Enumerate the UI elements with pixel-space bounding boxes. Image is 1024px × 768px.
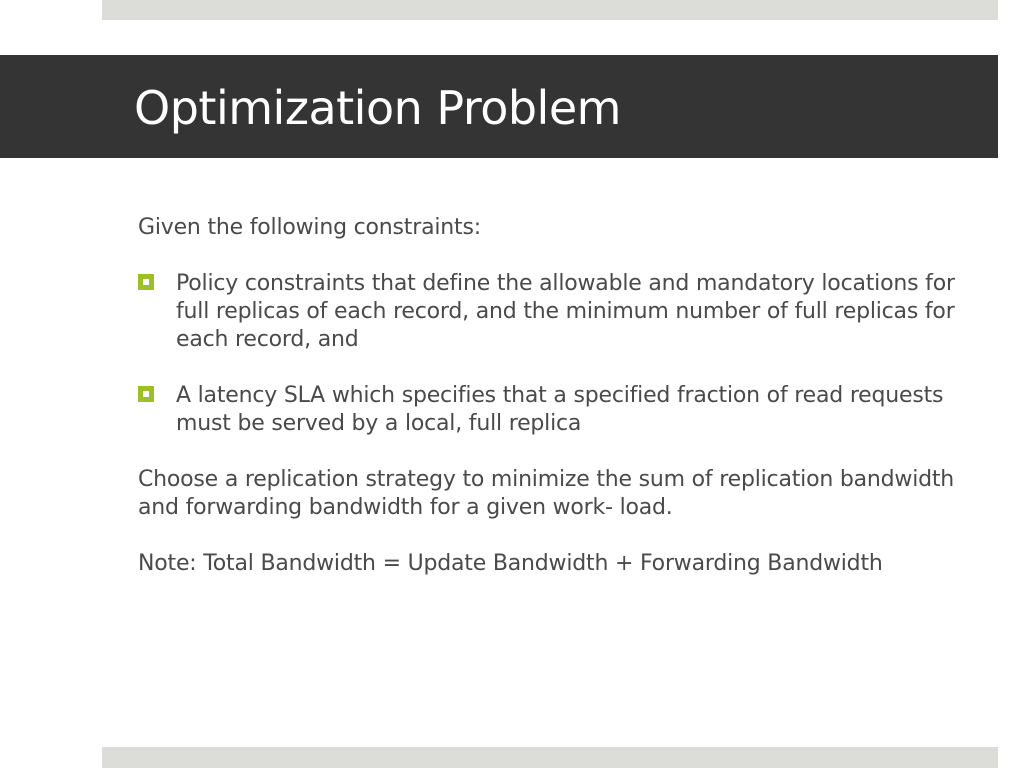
list-item: [138, 270, 958, 354]
square-bullet-icon: [138, 274, 154, 290]
list-item: [138, 382, 958, 438]
intro-text: Given the following constraints:: [138, 215, 481, 240]
note-text: Note: Total Bandwidth = Update Bandwidth + Forwarding Bandwidth: [138, 551, 883, 576]
slide-title: Optimization Problem: [134, 81, 621, 135]
bullet-text: Policy constraints that define the allowable and mandatory locations for full replicas of each record, and the minimum number of full replicas for each record, and: [176, 271, 955, 352]
square-bullet-icon: [138, 386, 154, 402]
bottom-decorative-band: [102, 747, 998, 768]
top-decorative-band: [102, 0, 998, 20]
slide-body: [138, 214, 958, 606]
objective-text: Choose a replication strategy to minimize the sum of replication bandwidth and forwarding bandwidth for a given work- load.: [138, 467, 955, 520]
constraint-list: [138, 270, 958, 438]
bullet-text: A latency SLA which specifies that a specified fraction of read requests must be served by a local, full replica: [176, 383, 944, 436]
